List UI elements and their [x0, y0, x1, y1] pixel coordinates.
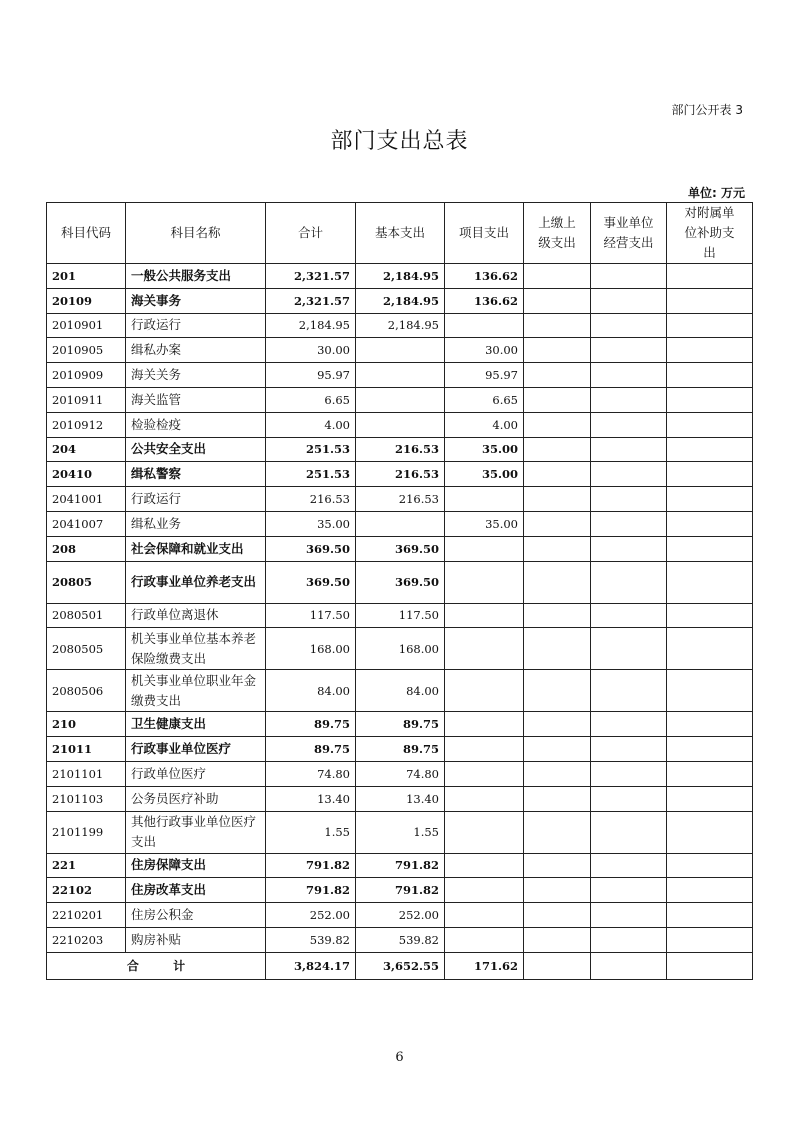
- cell-business: [591, 264, 667, 289]
- cell-project: 95.97: [445, 363, 524, 388]
- cell-code: 2010912: [47, 412, 126, 437]
- cell-total: 1.55: [266, 811, 356, 853]
- table-row: [47, 363, 753, 388]
- cell-project: [445, 903, 524, 928]
- cell-upper: [524, 670, 591, 712]
- cell-project: [445, 487, 524, 512]
- cell-upper: [524, 878, 591, 903]
- cell-code: 2010901: [47, 313, 126, 338]
- cell-basic: 369.50: [356, 536, 445, 561]
- cell-name: 住房保障支出: [126, 853, 266, 878]
- table-row: [47, 313, 753, 338]
- cell-upper: [524, 712, 591, 737]
- cell-basic: 84.00: [356, 670, 445, 712]
- cell-total: 84.00: [266, 670, 356, 712]
- cell-code: 2101199: [47, 811, 126, 853]
- cell-project: 136.62: [445, 288, 524, 313]
- table-row: [47, 338, 753, 363]
- cell-project: [445, 737, 524, 762]
- cell-business: [591, 338, 667, 363]
- total-label: 合 计: [47, 952, 266, 979]
- cell-project: [445, 313, 524, 338]
- cell-code: 210: [47, 712, 126, 737]
- cell-total: 89.75: [266, 712, 356, 737]
- cell-total: 117.50: [266, 603, 356, 628]
- cell-name: 检验检疫: [126, 412, 266, 437]
- cell-total: 216.53: [266, 487, 356, 512]
- cell-project: 35.00: [445, 462, 524, 487]
- cell-business: [591, 511, 667, 536]
- cell-project: [445, 561, 524, 603]
- cell-upper: [524, 737, 591, 762]
- cell-subsidy: [667, 761, 753, 786]
- cell-business: [591, 811, 667, 853]
- header-basic: 基本支出: [356, 203, 445, 264]
- cell-business: [591, 737, 667, 762]
- cell-code: 2041001: [47, 487, 126, 512]
- cell-business: [591, 603, 667, 628]
- cell-subsidy: [667, 412, 753, 437]
- cell-basic: 791.82: [356, 853, 445, 878]
- cell-subsidy: [667, 536, 753, 561]
- cell-upper: [524, 363, 591, 388]
- table-row: [47, 628, 753, 670]
- cell-upper: [524, 387, 591, 412]
- cell-business: [591, 437, 667, 462]
- cell-project: 6.65: [445, 387, 524, 412]
- cell-business: [591, 853, 667, 878]
- cell-project: 35.00: [445, 511, 524, 536]
- cell-name: 海关事务: [126, 288, 266, 313]
- cell-name: 行政事业单位养老支出: [126, 561, 266, 603]
- table-row: [47, 927, 753, 952]
- cell-project: [445, 878, 524, 903]
- cell-project: [445, 853, 524, 878]
- cell-basic: [356, 511, 445, 536]
- cell-subsidy: [667, 387, 753, 412]
- cell-code: 2080505: [47, 628, 126, 670]
- cell-upper: [524, 603, 591, 628]
- cell-project: 136.62: [445, 264, 524, 289]
- cell-business: [591, 712, 667, 737]
- cell-code: 204: [47, 437, 126, 462]
- cell-business: [591, 462, 667, 487]
- cell-name: 一般公共服务支出: [126, 264, 266, 289]
- unit-label: 单位: 万元: [688, 186, 745, 200]
- header-upper: 上缴上级支出: [524, 203, 591, 264]
- cell-upper: [524, 561, 591, 603]
- table-row: [47, 811, 753, 853]
- cell-upper: [524, 628, 591, 670]
- cell-name: 住房公积金: [126, 903, 266, 928]
- cell-basic: 1.55: [356, 811, 445, 853]
- cell-business: [591, 927, 667, 952]
- cell-business: [591, 387, 667, 412]
- cell-upper: [524, 264, 591, 289]
- cell-business: [591, 288, 667, 313]
- cell-upper: [524, 338, 591, 363]
- cell-basic: 216.53: [356, 437, 445, 462]
- cell-basic: 168.00: [356, 628, 445, 670]
- cell-total: 168.00: [266, 628, 356, 670]
- cell-code: 20410: [47, 462, 126, 487]
- table-row: [47, 786, 753, 811]
- header-project: 项目支出: [445, 203, 524, 264]
- table-row: [47, 712, 753, 737]
- cell-basic: 89.75: [356, 737, 445, 762]
- cell-business: [591, 903, 667, 928]
- cell-upper: [524, 511, 591, 536]
- cell-total: 6.65: [266, 387, 356, 412]
- cell-subsidy: [667, 737, 753, 762]
- cell-name: 行政运行: [126, 313, 266, 338]
- cell-code: 2041007: [47, 511, 126, 536]
- cell-basic: 74.80: [356, 761, 445, 786]
- cell-total: 95.97: [266, 363, 356, 388]
- cell-upper: [524, 903, 591, 928]
- page-number: 6: [395, 1050, 404, 1065]
- cell-name: 海关关务: [126, 363, 266, 388]
- table-row: [47, 878, 753, 903]
- cell-subsidy: [667, 288, 753, 313]
- cell-subsidy: [667, 603, 753, 628]
- table-row: [47, 264, 753, 289]
- cell-upper: [524, 437, 591, 462]
- total-upper: [524, 952, 591, 979]
- cell-basic: 2,184.95: [356, 264, 445, 289]
- page-title: 部门支出总表: [330, 129, 469, 154]
- expenditure-table: [46, 202, 753, 980]
- table-row: [47, 288, 753, 313]
- cell-total: 251.53: [266, 437, 356, 462]
- table-row: [47, 462, 753, 487]
- cell-total: 791.82: [266, 853, 356, 878]
- cell-code: 2010911: [47, 387, 126, 412]
- cell-business: [591, 487, 667, 512]
- cell-basic: 2,184.95: [356, 313, 445, 338]
- total-project: 171.62: [445, 952, 524, 979]
- cell-upper: [524, 927, 591, 952]
- table-row: [47, 737, 753, 762]
- cell-project: 30.00: [445, 338, 524, 363]
- cell-business: [591, 561, 667, 603]
- cell-code: 208: [47, 536, 126, 561]
- cell-upper: [524, 288, 591, 313]
- cell-subsidy: [667, 487, 753, 512]
- cell-subsidy: [667, 462, 753, 487]
- cell-basic: 252.00: [356, 903, 445, 928]
- total-row: [47, 952, 753, 979]
- header-name: 科目名称: [126, 203, 266, 264]
- cell-total: 2,321.57: [266, 288, 356, 313]
- table-row: [47, 670, 753, 712]
- cell-total: 30.00: [266, 338, 356, 363]
- table-row: [47, 561, 753, 603]
- cell-project: [445, 628, 524, 670]
- cell-subsidy: [667, 927, 753, 952]
- cell-subsidy: [667, 811, 753, 853]
- cell-basic: 13.40: [356, 786, 445, 811]
- table-reference: 部门公开表 3: [671, 103, 743, 117]
- header-total: 合计: [266, 203, 356, 264]
- header-business: 事业单位经营支出: [591, 203, 667, 264]
- cell-project: [445, 603, 524, 628]
- cell-upper: [524, 536, 591, 561]
- cell-basic: 216.53: [356, 487, 445, 512]
- header-code: 科目代码: [47, 203, 126, 264]
- cell-basic: [356, 363, 445, 388]
- cell-code: 2101101: [47, 761, 126, 786]
- cell-name: 购房补贴: [126, 927, 266, 952]
- table-row: [47, 761, 753, 786]
- cell-subsidy: [667, 313, 753, 338]
- cell-total: 369.50: [266, 536, 356, 561]
- cell-upper: [524, 487, 591, 512]
- cell-business: [591, 670, 667, 712]
- cell-project: 4.00: [445, 412, 524, 437]
- cell-code: 2010909: [47, 363, 126, 388]
- cell-project: [445, 811, 524, 853]
- cell-total: 539.82: [266, 927, 356, 952]
- cell-subsidy: [667, 853, 753, 878]
- cell-project: [445, 761, 524, 786]
- cell-upper: [524, 313, 591, 338]
- cell-total: 252.00: [266, 903, 356, 928]
- cell-basic: [356, 338, 445, 363]
- cell-total: 74.80: [266, 761, 356, 786]
- cell-basic: 89.75: [356, 712, 445, 737]
- cell-project: [445, 927, 524, 952]
- cell-total: 35.00: [266, 511, 356, 536]
- cell-upper: [524, 786, 591, 811]
- cell-code: 21011: [47, 737, 126, 762]
- cell-total: 2,321.57: [266, 264, 356, 289]
- cell-business: [591, 878, 667, 903]
- cell-subsidy: [667, 712, 753, 737]
- cell-subsidy: [667, 903, 753, 928]
- cell-name: 机关事业单位基本养老保险缴费支出: [126, 628, 266, 670]
- cell-business: [591, 313, 667, 338]
- cell-code: 22102: [47, 878, 126, 903]
- cell-name: 缉私办案: [126, 338, 266, 363]
- cell-code: 201: [47, 264, 126, 289]
- cell-name: 卫生健康支出: [126, 712, 266, 737]
- cell-code: 2210203: [47, 927, 126, 952]
- cell-project: [445, 536, 524, 561]
- cell-name: 其他行政事业单位医疗支出: [126, 811, 266, 853]
- cell-name: 行政运行: [126, 487, 266, 512]
- table-body: [47, 264, 753, 953]
- cell-basic: 791.82: [356, 878, 445, 903]
- cell-project: [445, 670, 524, 712]
- cell-subsidy: [667, 264, 753, 289]
- cell-subsidy: [667, 878, 753, 903]
- header-row: [47, 203, 753, 264]
- cell-name: 社会保障和就业支出: [126, 536, 266, 561]
- header-subsidy: 对附属单位补助支出: [667, 203, 753, 264]
- cell-subsidy: [667, 363, 753, 388]
- cell-project: [445, 786, 524, 811]
- cell-business: [591, 363, 667, 388]
- cell-subsidy: [667, 338, 753, 363]
- cell-business: [591, 786, 667, 811]
- cell-name: 行政单位医疗: [126, 761, 266, 786]
- table-row: [47, 511, 753, 536]
- table-row: [47, 603, 753, 628]
- cell-subsidy: [667, 511, 753, 536]
- cell-basic: 2,184.95: [356, 288, 445, 313]
- cell-basic: 539.82: [356, 927, 445, 952]
- cell-name: 住房改革支出: [126, 878, 266, 903]
- cell-business: [591, 761, 667, 786]
- cell-project: 35.00: [445, 437, 524, 462]
- cell-basic: 216.53: [356, 462, 445, 487]
- table-row: [47, 853, 753, 878]
- cell-total: 4.00: [266, 412, 356, 437]
- cell-basic: 117.50: [356, 603, 445, 628]
- cell-upper: [524, 853, 591, 878]
- table-row: [47, 412, 753, 437]
- cell-business: [591, 536, 667, 561]
- cell-total: 2,184.95: [266, 313, 356, 338]
- cell-name: 公务员医疗补助: [126, 786, 266, 811]
- table-row: [47, 437, 753, 462]
- cell-basic: [356, 387, 445, 412]
- cell-subsidy: [667, 628, 753, 670]
- cell-code: 2210201: [47, 903, 126, 928]
- table-row: [47, 536, 753, 561]
- cell-subsidy: [667, 437, 753, 462]
- cell-upper: [524, 462, 591, 487]
- cell-total: 13.40: [266, 786, 356, 811]
- cell-code: 2080506: [47, 670, 126, 712]
- total-sum: 3,824.17: [266, 952, 356, 979]
- cell-name: 公共安全支出: [126, 437, 266, 462]
- cell-upper: [524, 811, 591, 853]
- cell-name: 行政单位离退休: [126, 603, 266, 628]
- cell-total: 89.75: [266, 737, 356, 762]
- cell-total: 369.50: [266, 561, 356, 603]
- total-subsidy: [667, 952, 753, 979]
- cell-code: 20805: [47, 561, 126, 603]
- cell-code: 20109: [47, 288, 126, 313]
- cell-code: 2010905: [47, 338, 126, 363]
- table-row: [47, 387, 753, 412]
- cell-name: 行政事业单位医疗: [126, 737, 266, 762]
- table-row: [47, 487, 753, 512]
- total-business: [591, 952, 667, 979]
- cell-total: 791.82: [266, 878, 356, 903]
- cell-subsidy: [667, 786, 753, 811]
- cell-name: 缉私业务: [126, 511, 266, 536]
- cell-basic: 369.50: [356, 561, 445, 603]
- cell-name: 缉私警察: [126, 462, 266, 487]
- total-basic: 3,652.55: [356, 952, 445, 979]
- cell-project: [445, 712, 524, 737]
- cell-upper: [524, 761, 591, 786]
- cell-basic: [356, 412, 445, 437]
- cell-name: 海关监管: [126, 387, 266, 412]
- cell-upper: [524, 412, 591, 437]
- cell-total: 251.53: [266, 462, 356, 487]
- cell-subsidy: [667, 561, 753, 603]
- cell-business: [591, 412, 667, 437]
- cell-code: 2101103: [47, 786, 126, 811]
- cell-code: 221: [47, 853, 126, 878]
- cell-business: [591, 628, 667, 670]
- cell-code: 2080501: [47, 603, 126, 628]
- cell-name: 机关事业单位职业年金缴费支出: [126, 670, 266, 712]
- cell-subsidy: [667, 670, 753, 712]
- table-row: [47, 903, 753, 928]
